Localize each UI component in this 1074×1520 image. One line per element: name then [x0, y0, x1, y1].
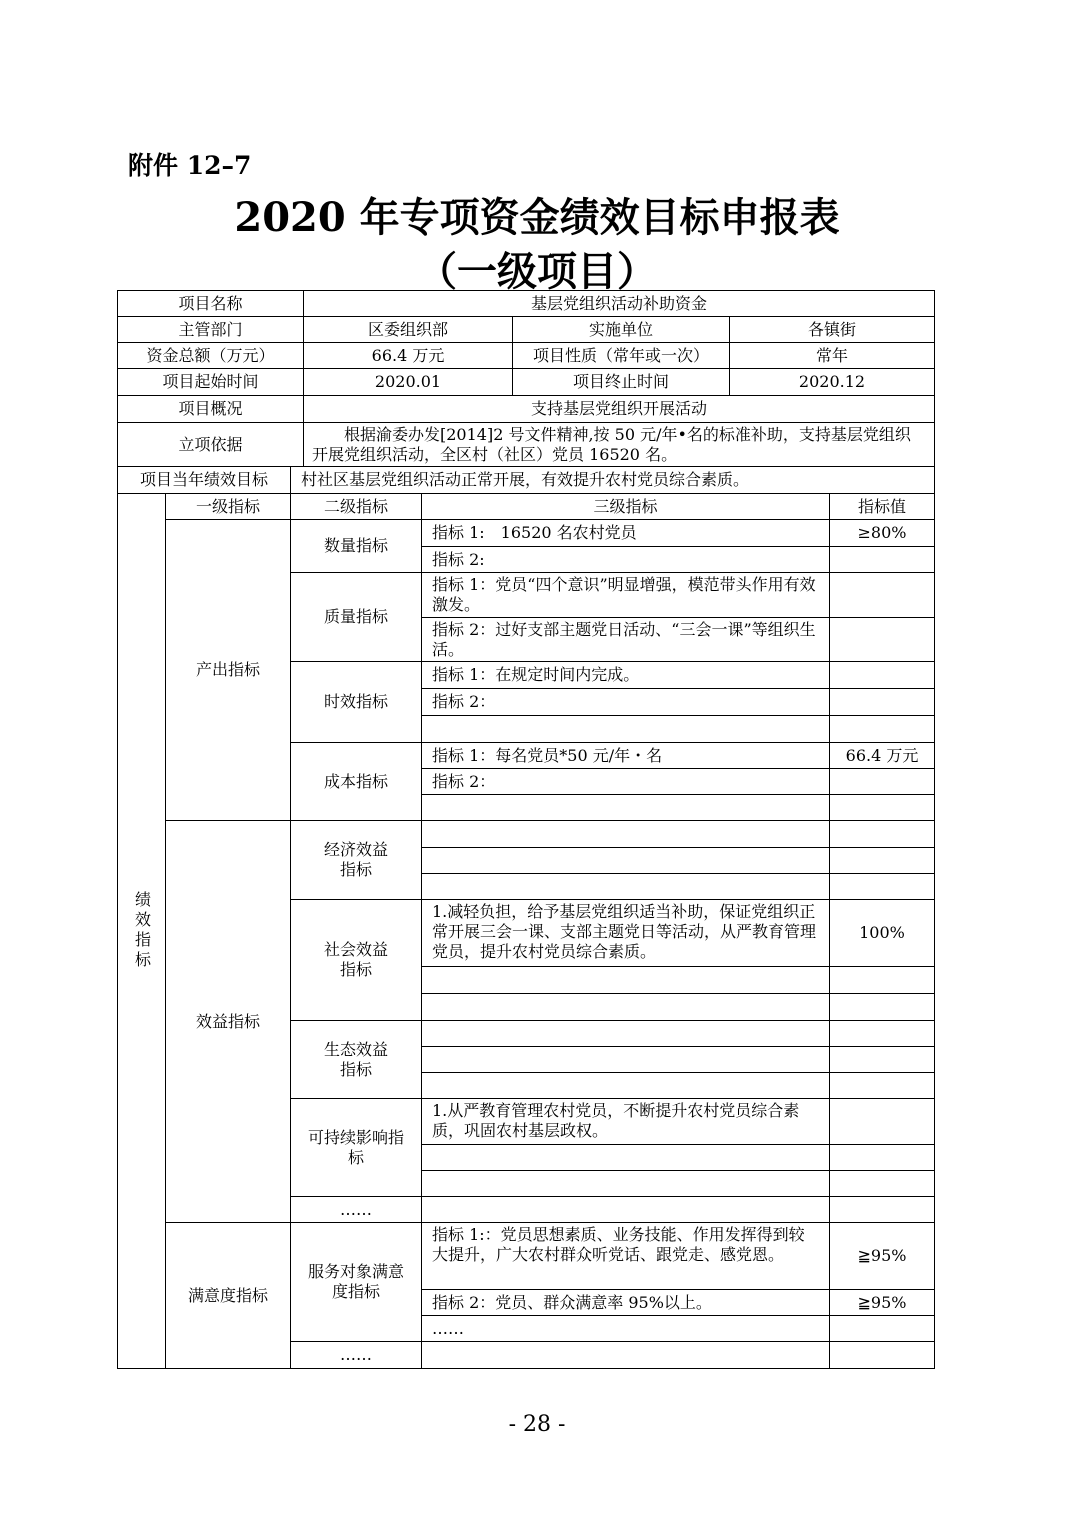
social-item-3 [421, 993, 830, 1021]
quantity-item-2: 指标 2: [421, 546, 830, 573]
basis-value: 根据渝委办发[2014]2 号文件精神,按 50 元/年•名的标准补助，支持基层党组织开展党组织活动，全区村（社区）党员 16520 名。 [303, 422, 935, 467]
quantity-item-1-value: ≥80% [829, 519, 935, 547]
quality-item-2: 指标 2：过好支部主题党日活动、“三会一课”等组织生活。 [421, 617, 830, 662]
col-level2: 二级指标 [290, 493, 422, 520]
sustainability-item-3 [421, 1170, 830, 1197]
quantity-indicator: 数量指标 [290, 519, 422, 573]
service-item-2: 指标 2：党员、群众满意率 95%以上。 [421, 1289, 830, 1316]
group-output: 产出指标 [165, 519, 291, 821]
economic-item-3-value [829, 873, 935, 900]
service-item-3: …… [421, 1315, 830, 1342]
group-benefit: 效益指标 [165, 820, 291, 1223]
timeliness-item-3 [421, 715, 830, 743]
sustainability-item-2 [421, 1144, 830, 1171]
service-satisfaction-indicator: 服务对象满意度指标 [290, 1222, 422, 1342]
project-name-value: 基层党组织活动补助资金 [303, 290, 935, 317]
economic-item-1-value [829, 820, 935, 848]
satisfaction-ellipsis: …… [290, 1341, 422, 1369]
cost-indicator: 成本指标 [290, 742, 422, 821]
annex-label: 附件 12–7 [128, 151, 252, 180]
social-item-1: 1.减轻负担，给予基层党组织适当补助，保证党组织正常开展三会一课、支部主题党日等活动，从严教育管理党员，提升农村党员综合素质。 [421, 899, 830, 967]
economic-item-1 [421, 820, 830, 848]
service-item-3-value [829, 1315, 935, 1342]
social-item-3-value [829, 993, 935, 1021]
benefit-ellipsis-value [829, 1196, 935, 1223]
start-value: 2020.01 [303, 368, 513, 396]
fund-value: 66.4 万元 [303, 342, 513, 369]
cost-item-1: 指标 1：每名党员*50 元/年・名 [421, 742, 830, 769]
sustainability-item-2-value [829, 1144, 935, 1171]
benefit-ellipsis-item [421, 1196, 830, 1223]
timeliness-item-1: 指标 1：在规定时间内完成。 [421, 661, 830, 689]
impl-value: 各镇街 [729, 316, 935, 343]
ecological-item-1 [421, 1020, 830, 1047]
sustainability-item-1-value [829, 1098, 935, 1145]
cost-item-2: 指标 2： [421, 768, 830, 795]
quality-indicator: 质量指标 [290, 572, 422, 662]
performance-form-table [118, 291, 936, 1369]
timeliness-item-2: 指标 2： [421, 688, 830, 716]
sustainability-indicator: 可持续影响指标 [290, 1098, 422, 1197]
ecological-item-2 [421, 1046, 830, 1073]
cost-item-3-value [829, 794, 935, 821]
end-value: 2020.12 [729, 368, 935, 396]
benefit-ellipsis: …… [290, 1196, 422, 1223]
impl-label: 实施单位 [512, 316, 730, 343]
service-item-2-value: ≧95% [829, 1289, 935, 1316]
nature-label: 项目性质（常年或一次） [512, 342, 730, 369]
sustainability-item-3-value [829, 1170, 935, 1197]
satisfaction-ellipsis-item [421, 1341, 830, 1369]
timeliness-item-2-value [829, 688, 935, 716]
quality-item-2-value [829, 617, 935, 662]
timeliness-item-1-value [829, 661, 935, 689]
service-item-1-value: ≧95% [829, 1222, 935, 1290]
dept-label: 主管部门 [117, 316, 304, 343]
end-label: 项目终止时间 [512, 368, 730, 396]
ecological-item-3-value [829, 1072, 935, 1099]
goal-label: 项目当年绩效目标 [117, 466, 291, 494]
col-level1: 一级指标 [165, 493, 291, 520]
timeliness-item-3-value [829, 715, 935, 743]
overview-value: 支持基层党组织开展活动 [303, 395, 935, 423]
economic-item-2 [421, 847, 830, 874]
quantity-item-2-value [829, 546, 935, 573]
fund-label: 资金总额（万元） [117, 342, 304, 369]
satisfaction-ellipsis-value [829, 1341, 935, 1369]
page-subtitle: （一级项目） [417, 248, 657, 295]
nature-value: 常年 [729, 342, 935, 369]
economic-item-2-value [829, 847, 935, 874]
quality-item-1-value [829, 572, 935, 618]
ecological-item-3 [421, 1072, 830, 1099]
social-item-2-value [829, 966, 935, 994]
col-value: 指标值 [829, 493, 935, 520]
dept-value: 区委组织部 [303, 316, 513, 343]
overview-label: 项目概况 [117, 395, 304, 423]
cost-item-1-value: 66.4 万元 [829, 742, 935, 769]
social-item-1-value: 100% [829, 899, 935, 967]
cost-item-3 [421, 794, 830, 821]
col-level3: 三级指标 [421, 493, 830, 520]
start-label: 项目起始时间 [117, 368, 304, 396]
goal-value: 村社区基层党组织活动正常开展，有效提升农村党员综合素质。 [290, 466, 935, 494]
social-item-2 [421, 966, 830, 994]
basis-label: 立项依据 [117, 422, 304, 467]
social-indicator: 社会效益指标 [290, 899, 422, 1021]
ecological-item-1-value [829, 1020, 935, 1047]
perf-indicator-label: 绩效指标 [117, 493, 166, 1369]
quality-item-1: 指标 1：党员“四个意识”明显增强，模范带头作用有效激发。 [421, 572, 830, 618]
page-number: - 28 - [508, 1412, 566, 1437]
economic-item-3 [421, 873, 830, 900]
quantity-item-1: 指标 1: 16520 名农村党员 [421, 519, 830, 547]
economic-indicator: 经济效益指标 [290, 820, 422, 900]
timeliness-indicator: 时效指标 [290, 661, 422, 743]
cost-item-2-value [829, 768, 935, 795]
service-item-1: 指标 1:：党员思想素质、业务技能、作用发挥得到较大提升，广大农村群众听党话、跟党走、感党恩。 [421, 1222, 830, 1290]
group-satisfaction: 满意度指标 [165, 1222, 291, 1369]
ecological-item-2-value [829, 1046, 935, 1073]
sustainability-item-1: 1.从严教育管理农村党员，不断提升农村党员综合素质，巩固农村基层政权。 [421, 1098, 830, 1145]
project-name-label: 项目名称 [117, 290, 304, 317]
page-title: 2020 年专项资金绩效目标申报表 [234, 194, 840, 241]
ecological-indicator: 生态效益指标 [290, 1020, 422, 1099]
